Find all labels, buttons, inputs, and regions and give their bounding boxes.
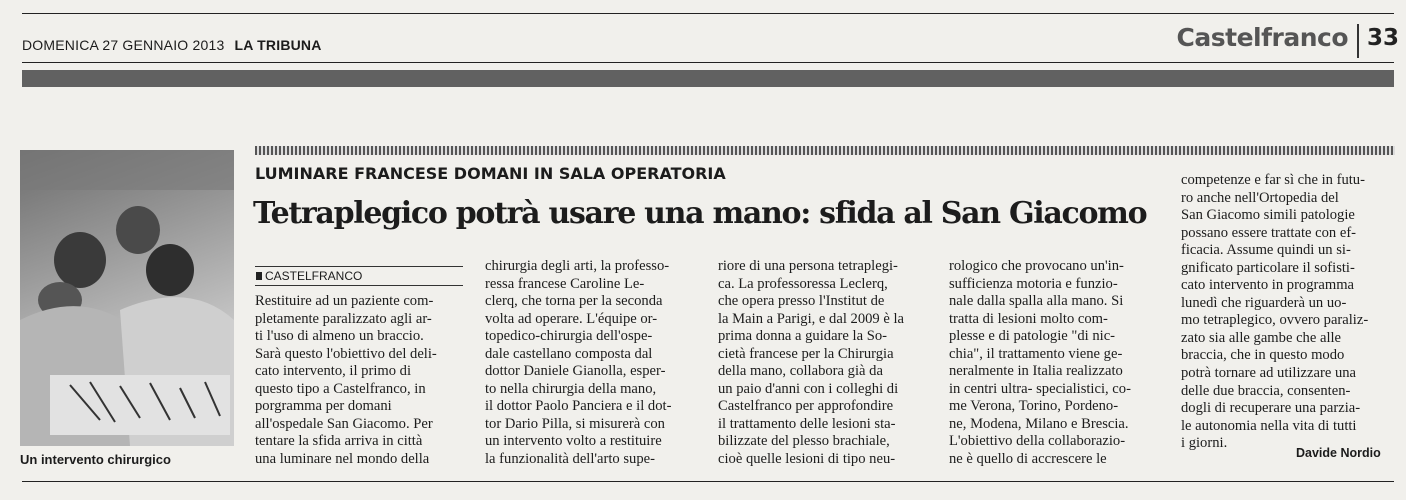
article-text-line: il dottor Paolo Panciera e il dot-	[485, 398, 672, 415]
section-name: Castelfranco	[1176, 23, 1348, 52]
article-text-line: un paio d'anni con i colleghi di	[718, 380, 899, 397]
article-text-line: ne, Modena, Milano e Brescia.	[949, 415, 1129, 432]
article-text-line: me Verona, Torino, Pordeno-	[949, 398, 1119, 415]
article-text-line: plesse e di patologie "di nic-	[949, 328, 1116, 345]
article-text-line: porgramma per domani	[255, 398, 392, 415]
article-text-line: potrà tornare ad utilizzare una	[1181, 365, 1357, 382]
article-text-line: competenze e far sì che in futu-	[1181, 172, 1365, 188]
article-text-line: clerq, che torna per la seconda	[485, 293, 663, 310]
newspaper-name: LA TRIBUNA	[234, 37, 322, 53]
dateline-marker	[256, 272, 262, 280]
article-text-line: lunedì che riguarderà un uo-	[1181, 294, 1347, 311]
article-text-line: bilizzate del plesso brachiale,	[718, 433, 890, 450]
article-text-line: neralmente in Italia realizzato	[949, 363, 1123, 380]
article-text-line: tentare la sfida arriva in città	[255, 433, 423, 450]
article-text-line: rologico che provocano un'in-	[949, 258, 1124, 274]
article-text-line: i giorni.	[1181, 435, 1228, 452]
photo-caption: Un intervento chirurgico	[20, 452, 171, 467]
article-text-line: cietà francese per la Chirurgia	[718, 345, 894, 362]
article-text-line: chirurgia degli arti, la professo-	[485, 258, 670, 274]
article-text-line: cioè quelle lesioni di tipo neu-	[718, 451, 896, 468]
article-byline: Davide Nordio	[1296, 446, 1381, 460]
page-bottom-rule	[22, 481, 1394, 482]
article-text-line: la funzionalità dell'arto supe-	[485, 451, 655, 468]
article-column-2	[485, 258, 697, 469]
article-text-line: il trattamento delle lesioni sta-	[718, 415, 896, 432]
article-text-line: braccia, che in questo modo	[1181, 347, 1345, 364]
article-column-1	[255, 293, 467, 468]
article-text-line: all'ospedale San Giacomo. Per	[255, 415, 433, 432]
article-text-line: dottor Daniele Gianolla, esper-	[485, 363, 666, 380]
article-text-line: la Main a Parigi, e dal 2009 è la	[718, 310, 905, 327]
article-text-line: ti l'uso di almeno un braccio.	[255, 328, 424, 345]
article-text-line: volta ad operare. L'équipe or-	[485, 310, 658, 327]
article-text-line: L'obiettivo della collaborazio-	[949, 433, 1126, 450]
article-text-line: cato intervento in programma	[1181, 277, 1355, 294]
article-column-3	[718, 258, 930, 469]
article-dateline	[255, 266, 463, 286]
header-top-rule	[22, 13, 1394, 14]
article-text-line: topedico-chirurgia dell'ospe-	[485, 328, 653, 345]
article-text-line: to nella chirurgia della mano,	[485, 380, 657, 397]
article-column-4	[949, 258, 1161, 469]
article-kicker: LUMINARE FRANCESE DOMANI IN SALA OPERATORIA	[255, 164, 726, 183]
article-text-line: sufficienza motoria e funzio-	[949, 275, 1118, 292]
article-headline: Tetraplegico potrà usare una mano: sfida al San Giacomo	[253, 196, 1147, 231]
dateline-text: CASTELFRANCO	[265, 269, 363, 283]
article-text-line: mo tetraplegico, ovvero paraliz-	[1181, 312, 1369, 329]
page-number: 33	[1367, 25, 1400, 51]
article-text-line: ficacia. Assume quindi un si-	[1181, 242, 1351, 259]
article-text-line: dale castellano composta dal	[485, 345, 653, 362]
article-text-line: tratta di lesioni molto com-	[949, 310, 1108, 327]
issue-date: DOMENICA 27 GENNAIO 2013	[22, 37, 225, 53]
article-text-line: possano essere trattate con ef-	[1181, 224, 1357, 241]
article-text-line: ca. La professoressa Leclerq,	[718, 275, 888, 292]
article-text-line: cato intervento, il primo di	[255, 363, 412, 380]
top-gray-band	[22, 70, 1394, 87]
article-text-line: dogli di recuperare una parzia-	[1181, 400, 1361, 417]
article-text-line: ro anche nell'Ortopedia del	[1181, 189, 1339, 206]
article-text-line: della mano, collabora già da	[718, 363, 883, 380]
article-text-line: tor Dario Pilla, si misurerà con	[485, 415, 665, 432]
article-dotted-bar	[255, 146, 1395, 155]
article-text-line: San Giacomo simili patologie	[1181, 207, 1355, 224]
article-text-line: le autonomia nella vita di tutti	[1181, 417, 1357, 434]
article-text-line: riore di una persona tetraplegi-	[718, 258, 898, 274]
article-text-line: un intervento volto a restituire	[485, 433, 662, 450]
article-text-line: chia", il trattamento viene ge-	[949, 345, 1123, 362]
header-dateline	[22, 37, 322, 53]
surgery-photo-illustration	[20, 150, 234, 446]
article-text-line: questo tipo a Castelfranco, in	[255, 380, 426, 397]
article-text-line: pletamente paralizzato agli ar-	[255, 310, 432, 327]
article-text-line: una luminare nel mondo della	[255, 450, 430, 467]
header-bottom-rule	[22, 62, 1394, 63]
article-text-line: zato sia alle gambe che alle	[1181, 329, 1342, 346]
article-text-line: in centri ultra- specialistici, co-	[949, 380, 1131, 397]
article-text-line: Castelfranco per approfondire	[718, 398, 894, 415]
article-text-line: ne è quello di accrescere le	[949, 451, 1107, 468]
article-column-5	[1181, 172, 1393, 453]
article-text-line: nale dalla spalla alla mano. Si	[949, 293, 1124, 310]
article-photo	[20, 150, 234, 446]
article-text-line: prima donna a guidare la So-	[718, 328, 887, 345]
article-text-line: gnificato particolare il sofisti-	[1181, 259, 1355, 276]
article-text-line: delle due braccia, consenten-	[1181, 382, 1351, 399]
article-text-line: ressa francese Caroline Le-	[485, 275, 645, 292]
header-separator	[1357, 24, 1359, 58]
article-text-line: che opera presso l'Institut de	[718, 293, 885, 310]
article-text-line: Sarà questo l'obiettivo del deli-	[255, 345, 437, 362]
article-text-line: Restituire ad un paziente com-	[255, 293, 434, 309]
